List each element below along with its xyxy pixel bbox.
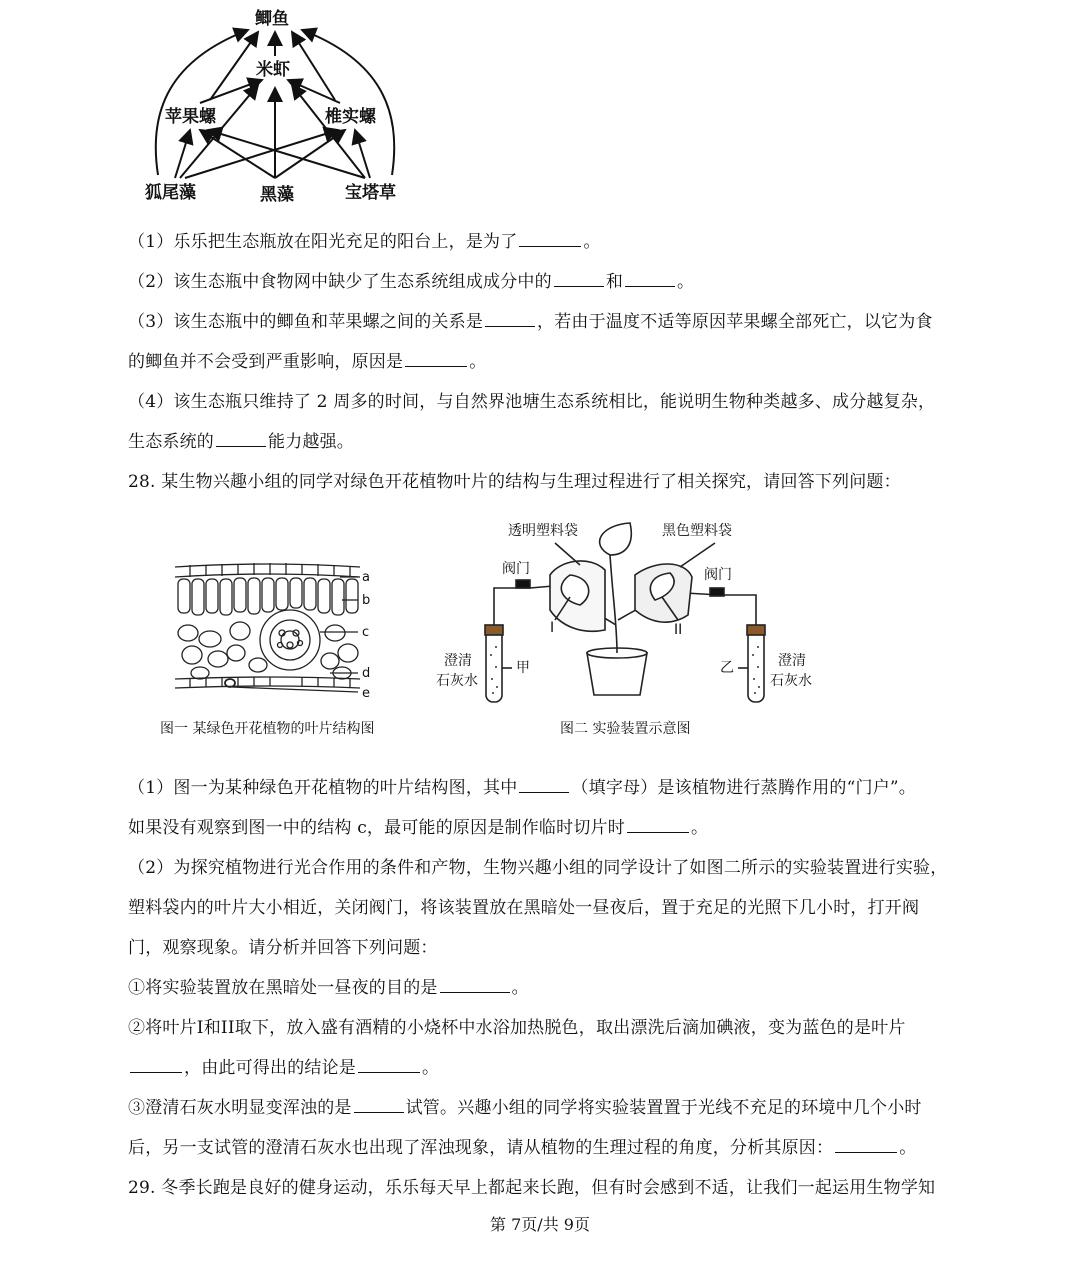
leaf-label-a: a	[362, 570, 370, 585]
q28-sub1: ①将实验装置放在黑暗处一昼夜的目的是 。	[128, 978, 529, 998]
label-limewater-right-1: 澄清	[778, 653, 806, 669]
answer-blank[interactable]	[627, 816, 689, 833]
label-tube-yi: 乙	[720, 660, 734, 676]
q28-intro: 28. 某生物兴趣小组的同学对绿色开花植物叶片的结构与生理过程进行了相关探究，请回答下列问题：	[128, 472, 901, 492]
answer-blank[interactable]	[130, 1056, 182, 1073]
q27-part1: （1）乐乐把生态瓶放在阳光充足的阳台上，是为了 。	[128, 232, 601, 252]
page-number: 第 7页/共 9页	[490, 1215, 590, 1234]
q28-sub3-line2: 后，另一支试管的澄清石灰水也出现了浑浊现象，请从植物的生理过程的角度，分析其原因： 。	[128, 1138, 917, 1158]
label-black-bag: 黑色塑料袋	[662, 523, 732, 539]
label-limewater-left-2: 石灰水	[436, 673, 478, 689]
answer-blank[interactable]	[216, 430, 266, 447]
node-hornwort: 狐尾藻	[145, 183, 196, 203]
leaf-structure-figure	[170, 555, 385, 705]
q27-part4-line1: （4）该生态瓶只维持了 2 周多的时间，与自然界池塘生态系统相比，能说明生物种类越多、成分越复杂，	[128, 392, 936, 412]
node-crucian-carp: 鲫鱼	[255, 9, 289, 29]
q28-sub2-line1: ②将叶片I和II取下，放入盛有酒精的小烧杯中水浴加热脱色，取出漂洗后滴加碘液，变为蓝色的是叶片	[128, 1018, 906, 1038]
q27-part4-line2: 生态系统的 能力越强。	[128, 432, 354, 452]
q28-part2-line1: （2）为探究植物进行光合作用的条件和产物，生物兴趣小组的同学设计了如图二所示的实验装置进行实验，	[128, 858, 948, 878]
label-transparent-bag: 透明塑料袋	[508, 523, 578, 539]
label-leaf-1: I	[550, 620, 555, 636]
leaf-label-d: d	[362, 666, 371, 681]
food-web-diagram	[130, 0, 430, 215]
figure1-caption: 图一 某绿色开花植物的叶片结构图	[160, 721, 375, 737]
answer-blank[interactable]	[519, 230, 581, 247]
q28-part2-line3: 门，观察现象。请分析并回答下列问题：	[128, 938, 438, 958]
answer-blank[interactable]	[405, 350, 467, 367]
node-apple-snail: 苹果螺	[165, 107, 216, 127]
figure2-caption: 图二 实验装置示意图	[560, 721, 691, 737]
label-tube-jia: 甲	[516, 660, 530, 676]
node-cone-snail: 椎实螺	[325, 107, 376, 127]
experiment-setup-figure	[430, 515, 840, 710]
q28-part1-line1: （1）图一为某种绿色开花植物的叶片结构图，其中 （填字母）是该植物进行蒸腾作用的“门户”。	[128, 778, 917, 798]
label-limewater-left-1: 澄清	[444, 653, 472, 669]
answer-blank[interactable]	[354, 1096, 404, 1113]
answer-blank[interactable]	[554, 270, 604, 287]
q28-part2-line2: 塑料袋内的叶片大小相近，关闭阀门，将该装置放在黑暗处一昼夜后，置于充足的光照下几小时，打开阀	[128, 898, 920, 918]
label-valve-left: 阀门	[502, 561, 530, 577]
q27-part3-line2: 的鲫鱼并不会受到严重影响，原因是 。	[128, 352, 487, 372]
answer-blank[interactable]	[835, 1136, 897, 1153]
q28-part1-line2: 如果没有观察到图一中的结构 c，最可能的原因是制作临时切片时 。	[128, 818, 709, 838]
q28-sub3-line1: ③澄清石灰水明显变浑浊的是 试管。兴趣小组的同学将实验装置置于光线不充足的环境中几个小时	[128, 1098, 922, 1118]
node-pagoda-grass: 宝塔草	[345, 183, 396, 203]
leaf-label-c: c	[362, 625, 370, 640]
leaf-label-b: b	[362, 593, 371, 608]
answer-blank[interactable]	[485, 310, 535, 327]
q27-part2: （2）该生态瓶中食物网中缺少了生态系统组成成分中的 和 。	[128, 272, 695, 292]
answer-blank[interactable]	[440, 976, 510, 993]
answer-blank[interactable]	[358, 1056, 420, 1073]
node-black-algae: 黑藻	[260, 185, 294, 205]
q29-line1: 29. 冬季长跑是良好的健身运动，乐乐每天早上都起来长跑，但有时会感到不适，让我们一起运用生物学知	[128, 1178, 936, 1198]
answer-blank[interactable]	[625, 270, 675, 287]
label-leaf-2: II	[674, 622, 683, 638]
leaf-label-e: e	[362, 686, 370, 701]
q27-part3-line1: （3）该生态瓶中的鲫鱼和苹果螺之间的关系是 ，若由于温度不适等原因苹果螺全部死亡，以它为食	[128, 312, 933, 332]
node-shrimp: 米虾	[256, 60, 290, 80]
q28-sub2-line2: ，由此可得出的结论是 。	[128, 1056, 439, 1080]
answer-blank[interactable]	[519, 776, 569, 793]
label-valve-right: 阀门	[704, 567, 732, 583]
label-limewater-right-2: 石灰水	[770, 673, 812, 689]
